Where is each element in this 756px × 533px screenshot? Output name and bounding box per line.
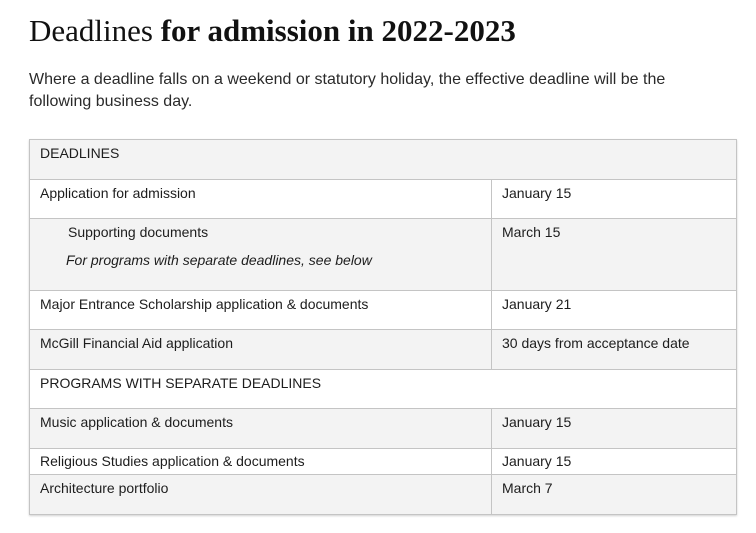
table-row [30, 330, 737, 370]
intro-text: Where a deadline falls on a weekend or statutory holiday, the effective deadline will be the following business day. [29, 71, 666, 110]
table-row [30, 475, 737, 515]
row-date: January 15 [492, 409, 737, 449]
row-item: Architecture portfolio [30, 475, 492, 515]
row-note: For programs with separate deadlines, see below [66, 252, 372, 268]
page-title-part1: Deadlines [29, 13, 161, 48]
row-item: Application for admission [30, 180, 492, 219]
deadlines-table [29, 139, 737, 515]
section-heading-deadlines: DEADLINES [30, 140, 737, 180]
row-item: Supporting documents For programs with separate deadlines, see below [30, 219, 492, 291]
page-title [29, 12, 516, 50]
row-date: January 21 [492, 291, 737, 330]
row-date: January 15 [492, 449, 737, 475]
row-date: March 15 [492, 219, 737, 291]
row-date: March 7 [492, 475, 737, 515]
table-section-header [30, 140, 737, 180]
table-row [30, 449, 737, 475]
table-row [30, 180, 737, 219]
table-row [30, 409, 737, 449]
row-date: 30 days from acceptance date [492, 330, 737, 370]
page-title-part2: for admission in 2022-2023 [160, 13, 516, 48]
table-section-header [30, 370, 737, 409]
table-row [30, 291, 737, 330]
section-heading-separate: PROGRAMS WITH SEPARATE DEADLINES [30, 370, 737, 409]
row-item: Music application & documents [30, 409, 492, 449]
row-item: McGill Financial Aid application [30, 330, 492, 370]
row-item: Religious Studies application & documents [30, 449, 492, 475]
row-date: January 15 [492, 180, 737, 219]
table-row [30, 219, 737, 291]
row-item: Major Entrance Scholarship application & documents [30, 291, 492, 330]
